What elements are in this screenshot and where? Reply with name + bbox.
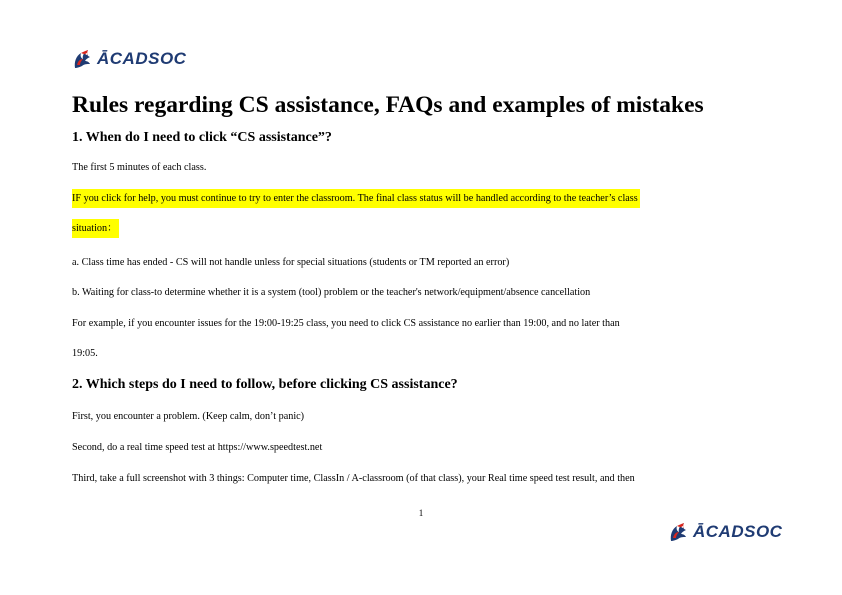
acadsoc-logo-top [72, 48, 186, 70]
acadsoc-logo-bottom [668, 521, 782, 543]
section1-item-a: a. Class time has ended - CS will not handle unless for special situations (students or TM reported an error) [72, 257, 510, 268]
logo-wordmark: ĀCADSOC [97, 49, 187, 68]
section2-heading: 2. Which steps do I need to follow, before clicking CS assistance? [72, 377, 458, 392]
eagle-icon [668, 521, 690, 543]
section1-example-line2: 19:05. [72, 348, 98, 359]
highlight-span: situation： [72, 219, 119, 238]
section1-line1: The first 5 minutes of each class. [72, 162, 207, 173]
section1-item-b: b. Waiting for class-to determine whether it is a system (tool) problem or the teacher's network/equipment/absence cancellation [72, 287, 591, 298]
document-title: Rules regarding CS assistance, FAQs and examples of mistakes [72, 92, 704, 118]
logo-wordmark: ĀCADSOC [693, 522, 783, 541]
eagle-icon [72, 48, 94, 70]
section1-example-line1: For example, if you encounter issues for the 19:00-19:25 class, you need to click CS assistance no earlier than 19:00, and no later than [72, 318, 620, 329]
section2-step2: Second, do a real time speed test at https://www.speedtest.net [72, 442, 323, 453]
section2-step3: Third, take a full screenshot with 3 things: Computer time, ClassIn / A-classroom (of that class), your Real time speed test result, and then [72, 473, 635, 484]
highlighted-note-line2 [72, 222, 119, 236]
section1-heading: 1. When do I need to click “CS assistance”? [72, 130, 332, 145]
page-number: 1 [418, 508, 424, 518]
section2-step1: First, you encounter a problem. (Keep calm, don’t panic) [72, 411, 305, 422]
highlight-span: IF you click for help, you must continue to try to enter the classroom. The final class status will be handled according to the teacher’s class [72, 189, 640, 208]
highlighted-note-line1 [72, 192, 640, 206]
